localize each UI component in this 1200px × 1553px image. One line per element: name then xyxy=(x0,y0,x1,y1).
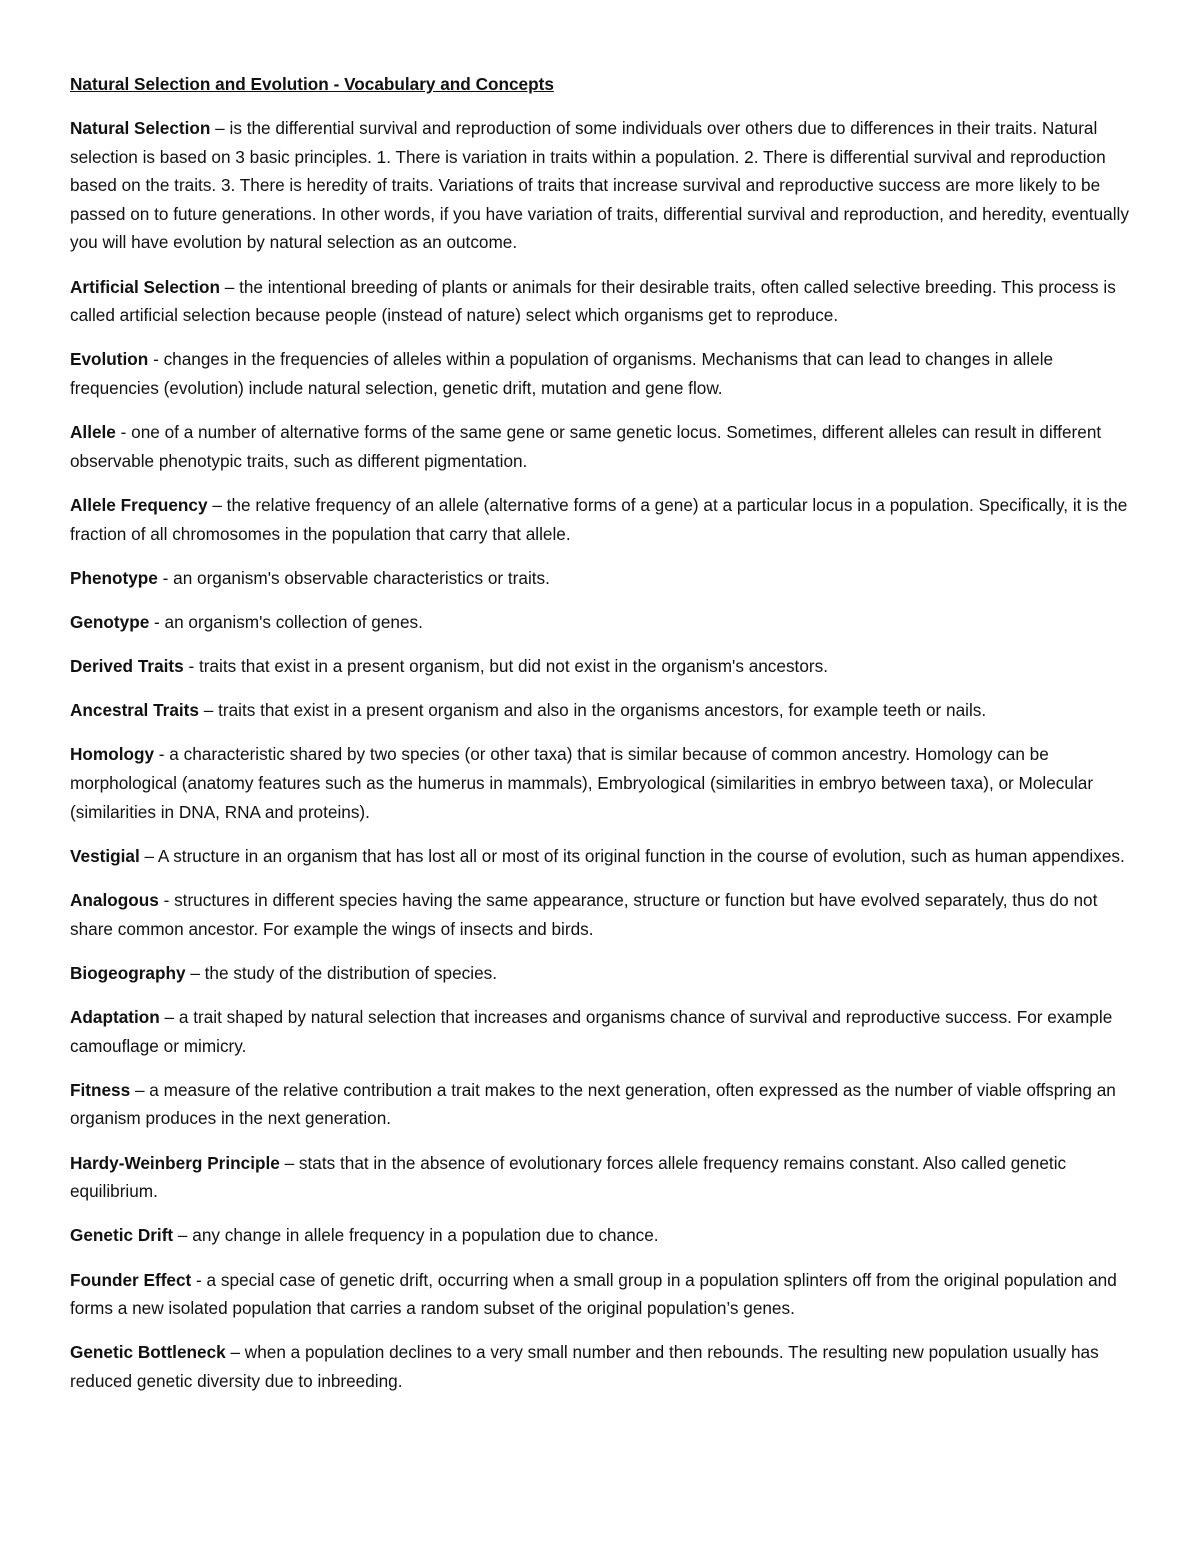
definition-text: - an organism's observable characteristics or traits. xyxy=(157,567,550,588)
term-label: Fitness xyxy=(70,1079,131,1100)
term-label: Analogous xyxy=(70,890,159,910)
definition-text: – traits that exist in a present organism and also in the organisms ancestors, for example teeth or nails. xyxy=(198,700,987,721)
entry-vestigial xyxy=(70,842,1130,871)
term-label: Homology xyxy=(70,744,155,765)
document-page xyxy=(70,70,1130,1411)
definition-text: – the intentional breeding of plants or animals for their desirable traits, often called selective breeding. This process is called artificial selection because people (instead of nature) select which organisms get to reproduce. xyxy=(70,276,1116,326)
term-label: Artificial Selection xyxy=(70,276,220,297)
definition-text: – the study of the distribution of species. xyxy=(185,962,498,983)
term-label: Derived Traits xyxy=(70,656,184,677)
term-label: Genotype xyxy=(70,611,150,632)
entry-hardy-weinberg-principle xyxy=(70,1149,1130,1206)
term-label: Hardy-Weinberg Principle xyxy=(70,1152,280,1173)
entry-derived-traits xyxy=(70,652,1130,681)
term-label: Founder Effect xyxy=(70,1269,192,1290)
term-label: Biogeography xyxy=(70,962,186,983)
document-title: Natural Selection and Evolution - Vocabulary and Concepts xyxy=(70,74,554,94)
term-label: Phenotype xyxy=(70,567,158,588)
entry-founder-effect xyxy=(70,1266,1130,1323)
definition-text: - an organism's collection of genes. xyxy=(149,611,423,632)
entry-genetic-drift xyxy=(70,1221,1130,1250)
definition-text: - a special case of genetic drift, occurring when a small group in a population splinters off from the original population and forms a new isolated population that carries a random subset of the original population’s genes. xyxy=(70,1269,1117,1319)
term-label: Allele xyxy=(70,422,116,443)
entry-artificial-selection xyxy=(70,273,1130,330)
entry-allele-frequency xyxy=(70,491,1130,548)
definition-text: - one of a number of alternative forms of the same gene or same genetic locus. Sometimes, different alleles can result in different observable phenotypic traits, such as different pigmentation. xyxy=(70,422,1102,471)
entry-phenotype xyxy=(70,564,1130,593)
term-label: Ancestral Traits xyxy=(70,700,199,721)
definition-text: - structures in different species having the same appearance, structure or function but have evolved separately, thus do not share common ancestor. For example the wings of insects and birds. xyxy=(70,890,1098,939)
term-label: Vestigial xyxy=(70,845,140,866)
entry-evolution xyxy=(70,345,1130,402)
term-label: Evolution xyxy=(70,349,149,370)
definition-text: - a characteristic shared by two species (or other taxa) that is similar because of common ancestry. Homology can be morphological (anatomy features such as the humerus in mammals), Embryological (similarities in embryo between taxa), or Molecular (similarities in DNA, RNA and proteins). xyxy=(70,744,1094,822)
entry-fitness xyxy=(70,1076,1130,1133)
entry-analogous xyxy=(70,886,1130,943)
entry-genotype xyxy=(70,608,1130,637)
entry-natural-selection xyxy=(70,114,1130,257)
definition-text: – A structure in an organism that has lost all or most of its original function in the course of evolution, such as human appendixes. xyxy=(139,845,1125,866)
definition-text: – stats that in the absence of evolutionary forces allele frequency remains constant. Also called genetic equilibrium. xyxy=(70,1152,1067,1202)
definition-text: – is the differential survival and reproduction of some individuals over others due to differences in their traits. Natural selection is based on 3 basic principles. 1. There is variation in traits within a population. 2. There is differential survival and reproduction based on the traits. 3. There is heredity of traits. Variations of traits that increase survival and reproductive success are more likely to be passed on to future generations. In other words, if you have variation of traits, differential survival and reproduction, and heredity, eventually you will have evolution by natural selection as an outcome. xyxy=(70,118,1129,253)
term-label: Natural Selection xyxy=(70,118,211,138)
entry-allele xyxy=(70,418,1130,475)
entry-ancestral-traits xyxy=(70,696,1130,725)
definition-text: – when a population declines to a very small number and then rebounds. The resulting new population usually has reduced genetic diversity due to inbreeding. xyxy=(70,1342,1099,1391)
definition-text: – any change in allele frequency in a population due to chance. xyxy=(173,1225,659,1246)
definition-text: – the relative frequency of an allele (alternative forms of a gene) at a particular locus in a population. Specifically, it is the fraction of all chromosomes in the population that carry that allele. xyxy=(70,494,1128,544)
term-label: Genetic Bottleneck xyxy=(70,1342,226,1363)
entry-homology xyxy=(70,740,1130,826)
entry-genetic-bottleneck xyxy=(70,1338,1130,1395)
term-label: Allele Frequency xyxy=(70,494,208,515)
term-label: Genetic Drift xyxy=(70,1225,174,1246)
entry-biogeography xyxy=(70,959,1130,988)
definition-text: - changes in the frequencies of alleles within a population of organisms. Mechanisms that can lead to changes in allele frequencies (evolution) include natural selection, genetic drift, mutation and gene flow. xyxy=(70,349,1054,398)
definition-text: – a trait shaped by natural selection that increases and organisms chance of survival and reproductive success. For example camouflage or mimicry. xyxy=(70,1006,1113,1056)
definition-text: – a measure of the relative contribution a trait makes to the next generation, often expressed as the number of viable offspring an organism produces in the next generation. xyxy=(70,1079,1116,1129)
definition-text: - traits that exist in a present organism, but did not exist in the organism's ancestors. xyxy=(183,656,828,677)
entry-adaptation xyxy=(70,1003,1130,1060)
term-label: Adaptation xyxy=(70,1006,160,1027)
